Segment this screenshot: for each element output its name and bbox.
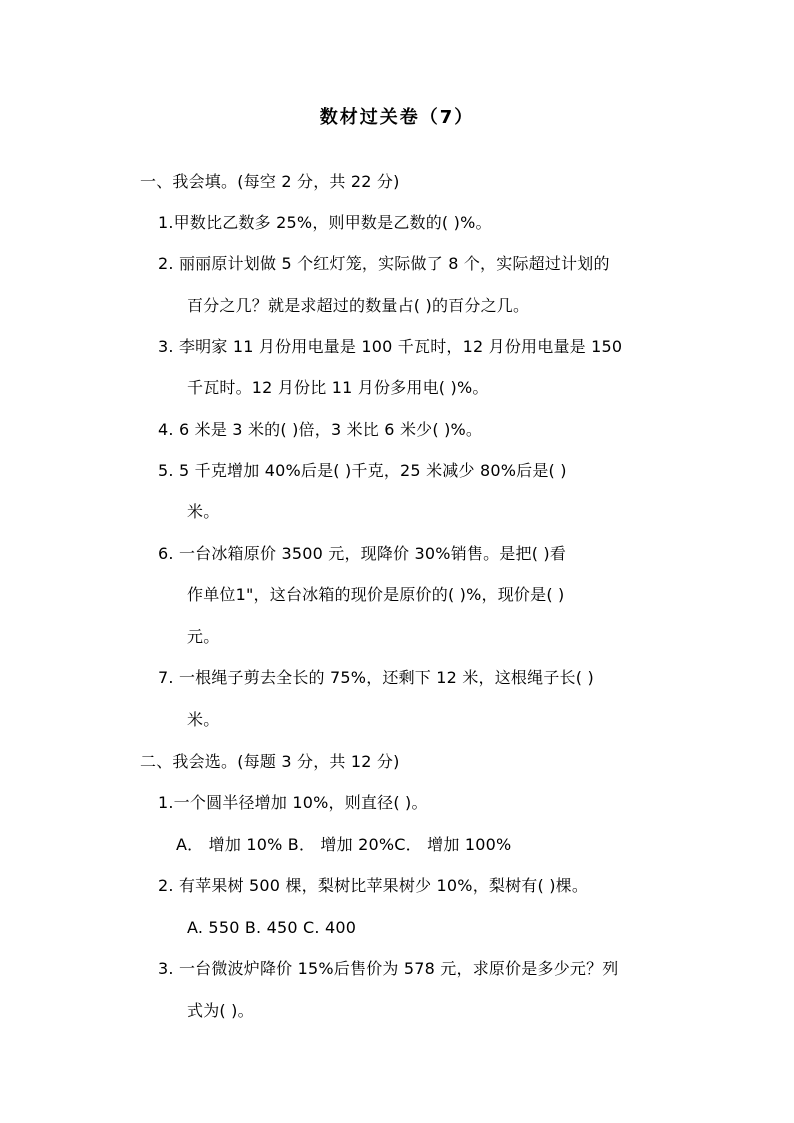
s1-question-6-line-1: 6. 一台冰箱原价 3500 元，现降价 30%销售。是把( )看	[158, 544, 567, 563]
s1-question-3-line-1: 3. 李明家 11 月份用电量是 100 千瓦时，12 月份用电量是 150	[158, 337, 623, 356]
s1-question-1: 1.甲数比乙数多 25%，则甲数是乙数的( )%。	[158, 213, 492, 232]
s2-question-2: 2. 有苹果树 500 棵，梨树比苹果树少 10%，梨树有( )棵。	[158, 876, 589, 895]
s1-question-2-line-1: 2. 丽丽原计划做 5 个红灯笼，实际做了 8 个，实际超过计划的	[158, 254, 610, 273]
s1-question-6-line-3: 元。	[187, 627, 220, 646]
s2-question-2-options: A. 550 B. 450 C. 400	[187, 918, 357, 937]
s1-question-3-line-2: 千瓦时。12 月份比 11 月份多用电( )%。	[187, 378, 489, 397]
s1-question-5-line-1: 5. 5 千克增加 40%后是( )千克，25 米减少 80%后是( )	[158, 461, 567, 480]
section-1-heading: 一、我会填。(每空 2 分，共 22 分)	[140, 172, 400, 191]
s1-question-4: 4. 6 米是 3 米的( )倍，3 米比 6 米少( )%。	[158, 420, 483, 439]
s1-question-5-line-2: 米。	[187, 502, 220, 521]
page-title: 数材过关卷（7）	[319, 107, 475, 128]
s1-question-2-line-2: 百分之几？就是求超过的数量占( )的百分之几。	[187, 296, 530, 315]
s1-question-7-line-1: 7. 一根绳子剪去全长的 75%，还剩下 12 米，这根绳子长( )	[158, 668, 594, 687]
s2-question-3-line-1: 3. 一台微波炉降价 15%后售价为 578 元，求原价是多少元？列	[158, 959, 619, 978]
s1-question-6-line-2: 作单位1"，这台冰箱的现价是原价的( )%，现价是( )	[187, 585, 565, 604]
s2-question-1-options: A． 增加 10% B． 增加 20%C． 增加 100%	[176, 835, 512, 854]
s2-question-1: 1.一个圆半径增加 10%，则直径( )。	[158, 793, 428, 812]
section-2-heading: 二、我会选。(每题 3 分，共 12 分)	[140, 752, 400, 771]
s1-question-7-line-2: 米。	[187, 710, 220, 729]
s2-question-3-line-2: 式为( )。	[187, 1001, 254, 1020]
